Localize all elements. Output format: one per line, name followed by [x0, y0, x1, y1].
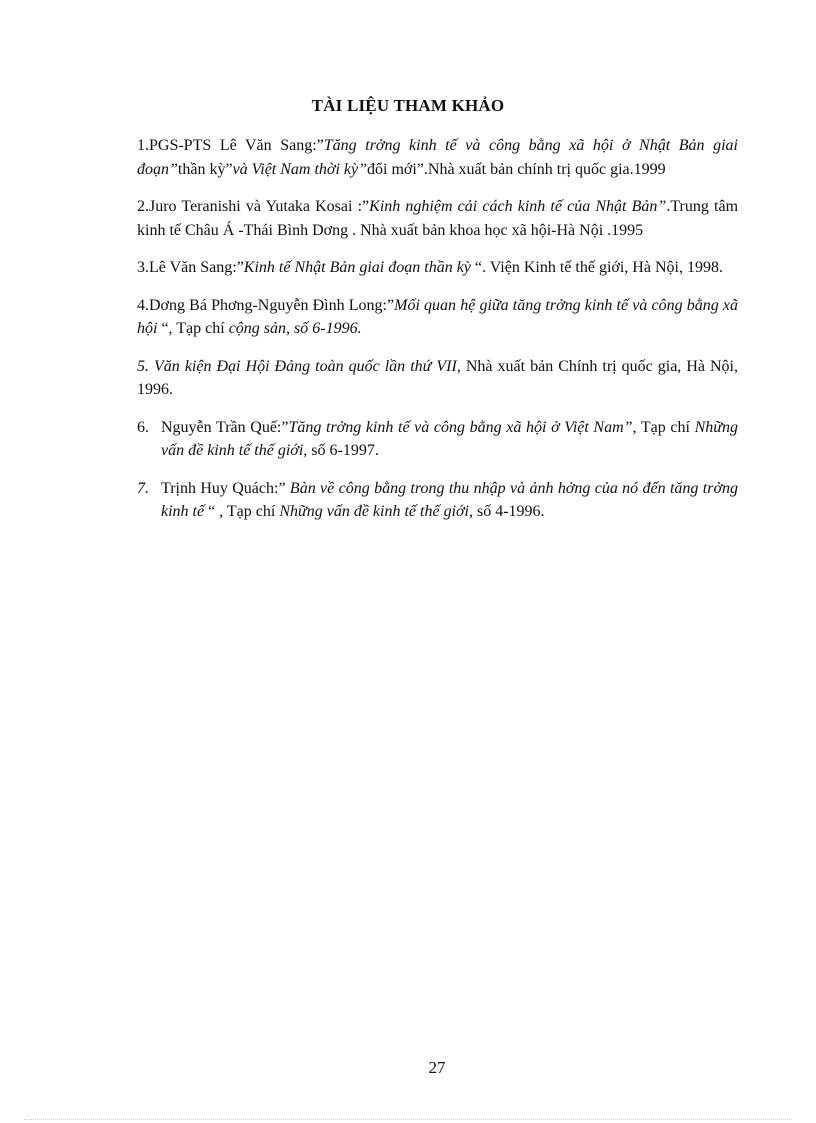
page-number: 27	[428, 1058, 446, 1077]
reference-number: 7.	[137, 479, 149, 497]
reference-text: 4.Dơng Bá Phơng-Nguyễn Đình Long:”	[137, 296, 395, 314]
reference-text: .Trung tâm kinh tế Châu Á -Thái Bình Dơng . Nhà xuất bản khoa học xã hội-Hà Nội .1995	[137, 198, 739, 239]
reference-text: “. Viện Kinh tế thế giới, Hà Nội, 1998.	[470, 259, 723, 276]
reference-text: 1.PGS-PTS Lê Văn Sang:”	[137, 137, 324, 154]
reference-text-italic: Tăng trởng kinh tế và công bằng xã hội ở Nhật Bản giai đoạn”	[137, 137, 738, 178]
reference-list	[137, 134, 738, 538]
reference-text-italic: 5. Văn kiện Đại Hội Đảng toàn quốc lần thứ VII,	[137, 357, 461, 375]
reference-text-italic: và Việt Nam thời kỳ”	[232, 160, 367, 178]
reference-text: 2.Juro Teranishi và Yutaka Kosai :”	[137, 198, 370, 215]
reference-item-6	[137, 416, 738, 463]
reference-text: Nhà xuất bản Chính trị quốc gia, Hà Nội, 1996.	[137, 357, 738, 398]
reference-text: thần kỳ”	[177, 160, 233, 178]
page-title: TÀI LIỆU THAM KHẢO	[311, 96, 505, 115]
reference-text: Nguyễn Trần Quế:”	[161, 418, 289, 436]
reference-text-italic: Những vấn đề kinh tế thế giới,	[161, 418, 738, 459]
reference-text-italic: Bàn về công bằng trong thu nhập và ảnh hởng của nó đến tăng trởng kinh tế	[161, 479, 739, 520]
reference-text: 3.Lê Văn Sang:”	[137, 259, 244, 276]
reference-text-italic: Kinh tế Nhật Bản giai đoạn thần kỳ	[243, 259, 471, 276]
reference-text-italic: Mối quan hệ giữa tăng trởng kinh tế và công bằng xã hội	[137, 296, 738, 337]
reference-number: 6.	[137, 418, 149, 436]
reference-item-4	[137, 294, 738, 341]
reference-text-italic: Tăng trởng kinh tế và công bằng xã hội ở Việt Nam”	[288, 418, 633, 436]
reference-text: “ , Tạp chí	[204, 503, 280, 520]
reference-item-3	[137, 256, 738, 280]
reference-text-italic: Kinh nghiệm cải cách kinh tế của Nhật Bản”	[369, 198, 667, 215]
reference-item-5	[137, 355, 738, 402]
reference-item-7	[137, 477, 738, 524]
reference-text: Trịnh Huy Quách:”	[161, 479, 290, 497]
page-bottom-divider	[24, 1119, 792, 1120]
reference-text-italic: Những vấn đề kinh tế thế giới,	[279, 503, 473, 520]
reference-text: số 4-1996.	[473, 503, 545, 520]
reference-text: , Tạp chí	[632, 418, 695, 436]
reference-item-2	[137, 195, 738, 242]
reference-text: đổi mới”.Nhà xuất bản chính trị quốc gia.1999	[367, 160, 666, 178]
reference-item-1	[137, 134, 738, 181]
reference-text: “, Tạp chí	[157, 320, 229, 337]
reference-text-italic: cộng sản, số 6-1996.	[228, 320, 362, 337]
reference-text: số 6-1997.	[307, 442, 379, 459]
